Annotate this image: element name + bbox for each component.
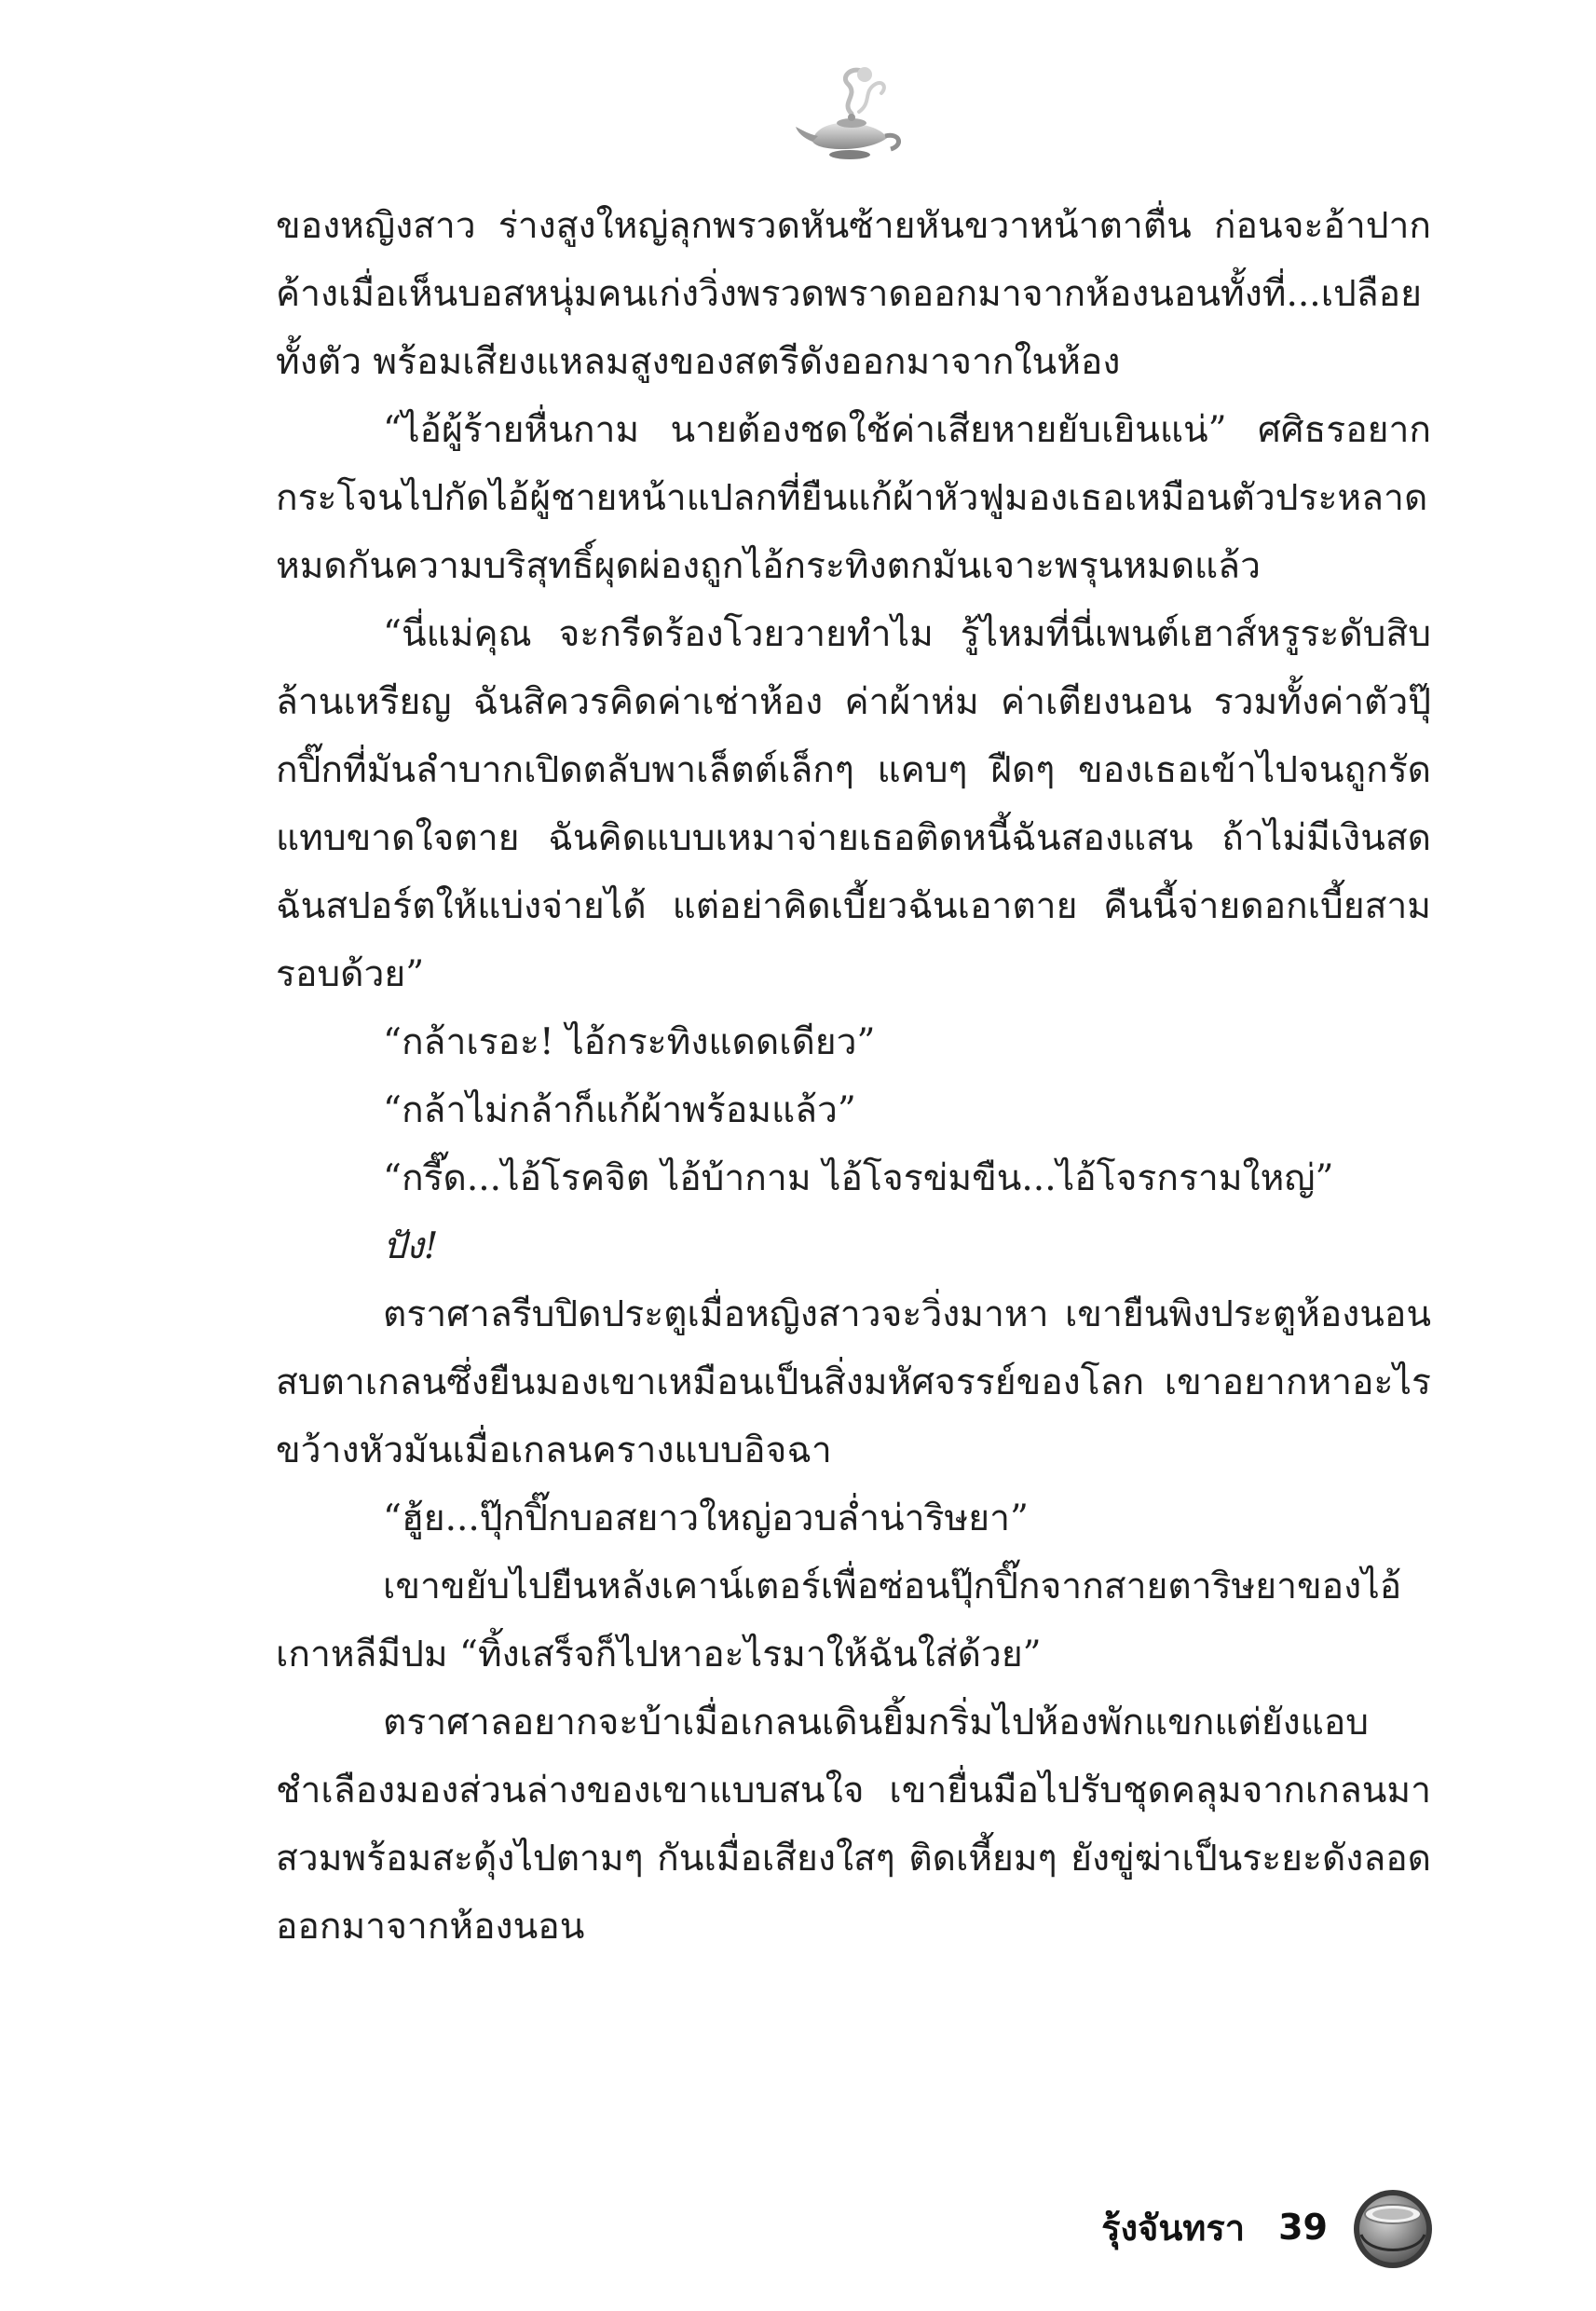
paragraph-3: “นี่แม่คุณ จะกรีดร้องโวยวายทำไม รู้ไหมที่นี่เพนต์เฮาส์หรูระดับสิบล้านเหรียญ ฉันสิควรคิดค่าเช่าห้อง ค่าผ้าห่ม ค่าเตียงนอน รวมทั้งค่าตัวปุ๊กปิ๊กที่มันลำบากเปิดตลับพาเล็ตต์เล็กๆ แคบๆ ฝืดๆ ของเธอเข้าไปจนถูกรัดแทบขาดใจตาย ฉันคิดแบบเหมาจ่ายเธอติดหนี้ฉันสองแสน ถ้าไม่มีเงินสด ฉันสปอร์ตให้แบ่งจ่ายได้ แต่อย่าคิดเบี้ยวฉันเอาตาย คืนนี้จ่ายดอกเบี้ยสามรอบด้วย”: [276, 613, 1431, 995]
paragraph-1: ของหญิงสาว ร่างสูงใหญ่ลุกพรวดหันซ้ายหันขวาหน้าตาตื่น ก่อนจะอ้าปากค้างเมื่อเห็นบอสหนุ่มคนเก่งวิ่งพรวดพราดออกมาจากห้องนอนทั้งที่...เปลือยทั้งตัว พร้อมเสียงแหลมสูงของสตรีดังออกมาจากในห้อง: [276, 205, 1431, 383]
body-text: [276, 192, 1431, 1961]
paragraph-7: ปัง!: [383, 1225, 439, 1267]
paragraph-6: “กรี๊ด...ไอ้โรคจิต ไอ้บ้ากาม ไอ้โจรข่มขืน...ไอ้โจรกรามใหญ่”: [383, 1157, 1334, 1199]
page-footer: [1101, 2182, 1438, 2272]
running-title: รุ้งจันทรา: [1101, 2207, 1246, 2249]
genie-lamp-icon: [794, 56, 910, 172]
paragraph-2: “ไอ้ผู้ร้ายหื่นกาม นายต้องชดใช้ค่าเสียหายยับเยินแน่” ศศิธรอยากกระโจนไปกัดไอ้ผู้ชายหน้าแปลกที่ยืนแก้ผ้าหัวฟูมองเธอเหมือนตัวประหลาด หมดกันความบริสุทธิ์ผุดผ่องถูกไอ้กระทิงตกมันเจาะพรุนหมดแล้ว: [276, 409, 1431, 587]
paragraph-8: ตราศาลรีบปิดประตูเมื่อหญิงสาวจะวิ่งมาหา เขายืนพิงประตูห้องนอนสบตาเกลนซึ่งยืนมองเขาเหมือนเป็นสิ่งมหัศจรรย์ของโลก เขาอยากหาอะไรขว้างหัวมันเมื่อเกลนครางแบบอิจฉา: [276, 1293, 1431, 1471]
paragraph-9: “ฮู้ย...ปุ๊กปิ๊กบอสยาวใหญ่อวบล่ำน่าริษยา”: [383, 1497, 1029, 1539]
paragraph-4: “กล้าเรอะ! ไอ้กระทิงแดดเดียว”: [383, 1021, 876, 1063]
paragraph-5: “กล้าไม่กล้าก็แก้ผ้าพร้อมแล้ว”: [383, 1089, 856, 1131]
paragraph-10: เขาขยับไปยืนหลังเคาน์เตอร์เพื่อซ่อนปุ๊กปิ๊กจากสายตาริษยาของไอ้เกาหลีมีปม “ทิ้งเสร็จก็ไปหาอะไรมาให้ฉันใส่ด้วย”: [276, 1566, 1402, 1675]
paragraph-11: ตราศาลอยากจะบ้าเมื่อเกลนเดินยิ้มกริ่มไปห้องพักแขกแต่ยังแอบชำเลืองมองส่วนล่างของเขาแบบสนใจ เขายื่นมือไปรับชุดคลุมจากเกลนมาสวมพร้อมสะดุ้งไปตามๆ กันเมื่อเสียงใสๆ ติดเหี้ยมๆ ยังขู่ฆ่าเป็นระยะดังลอดออกมาจากห้องนอน: [276, 1702, 1431, 1948]
page-number: 39: [1278, 2207, 1328, 2248]
cooking-pot-icon: [1348, 2182, 1438, 2272]
